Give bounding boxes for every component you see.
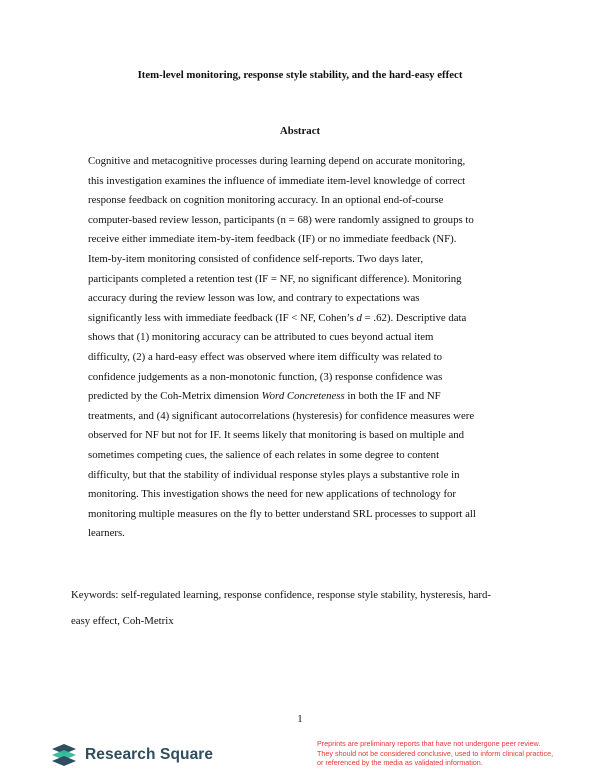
abstract-line: participants completed a retention test (IF = NF, no significant difference). Monitoring bbox=[88, 272, 462, 285]
abstract-body bbox=[88, 152, 518, 544]
abstract-line: difficulty, (2) a hard-easy effect was observed where item difficulty was related to bbox=[88, 350, 442, 363]
abstract-line: confidence judgements as a non-monotonic function, (3) response confidence was bbox=[88, 370, 443, 383]
abstract-line: monitoring multiple measures on the fly to better understand SRL processes to support all bbox=[88, 507, 476, 520]
paper-title: Item-level monitoring, response style stability, and the hard-easy effect bbox=[137, 69, 463, 81]
abstract-line: computer-based review lesson, participants (n = 68) were randomly assigned to groups to bbox=[88, 213, 474, 226]
abstract-line-tail: = .62). Descriptive data bbox=[361, 311, 467, 324]
research-square-logo[interactable] bbox=[51, 742, 213, 768]
abstract-line-tail: in both the IF and NF bbox=[344, 390, 441, 403]
keywords-line: easy effect, Coh-Metrix bbox=[71, 614, 174, 627]
abstract-heading: Abstract bbox=[279, 125, 321, 137]
abstract-line bbox=[88, 309, 518, 329]
preprint-notice-line: They should not be considered conclusive, used to inform clinical practice, bbox=[317, 748, 554, 758]
effect-size-symbol: d bbox=[356, 311, 362, 324]
abstract-line: learners. bbox=[88, 527, 125, 540]
keywords-line: Keywords: self-regulated learning, response confidence, response style stability, hysteresis, hard- bbox=[71, 589, 491, 601]
abstract-line: shows that (1) monitoring accuracy can be attributed to cues beyond actual item bbox=[88, 331, 434, 344]
abstract-line: sometimes competing cues, the salience of each relates in some degree to content bbox=[88, 448, 440, 461]
abstract-line: this investigation examines the influence of immediate item-level knowledge of correct bbox=[88, 174, 466, 187]
coh-metrix-dimension: Word Concreteness bbox=[261, 390, 345, 403]
preprint-notice-line: Preprints are preliminary reports that have not undergone peer review. bbox=[317, 739, 541, 748]
abstract-line: response feedback on cognition monitoring accuracy. In an optional end-of-course bbox=[88, 194, 444, 207]
abstract-line: monitoring. This investigation shows the need for new applications of technology for bbox=[88, 488, 457, 501]
abstract-line: receive either immediate item-by-item feedback (IF) or no immediate feedback (NF). bbox=[88, 233, 457, 246]
page-number: 1 bbox=[297, 713, 303, 725]
preprint-notice-line: or referenced by the media as validated information. bbox=[317, 758, 483, 768]
preprint-notice bbox=[317, 739, 599, 768]
keywords bbox=[71, 583, 541, 634]
abstract-line: observed for NF but not for IF. It seems likely that monitoring is based on multiple and bbox=[88, 429, 465, 442]
brand-name: Research Square bbox=[85, 746, 214, 763]
abstract-line-text: significantly less with immediate feedback (IF < NF, Cohen’s bbox=[88, 311, 357, 324]
research-square-logo-icon bbox=[51, 743, 77, 767]
abstract-line bbox=[88, 387, 518, 407]
abstract-line: accuracy during the review lesson was low, and contrary to expectations was bbox=[88, 292, 420, 305]
abstract-line: difficulty, but that the stability of individual response styles plays a substantive role in bbox=[88, 468, 460, 481]
abstract-line-text: predicted by the Coh-Metrix dimension bbox=[88, 390, 262, 403]
abstract-line: Cognitive and metacognitive processes during learning depend on accurate monitoring, bbox=[88, 155, 466, 167]
abstract-line: Item-by-item monitoring consisted of confidence self-reports. Two days later, bbox=[88, 252, 424, 265]
abstract-line: treatments, and (4) significant autocorrelations (hysteresis) for confidence measures were bbox=[88, 409, 475, 422]
